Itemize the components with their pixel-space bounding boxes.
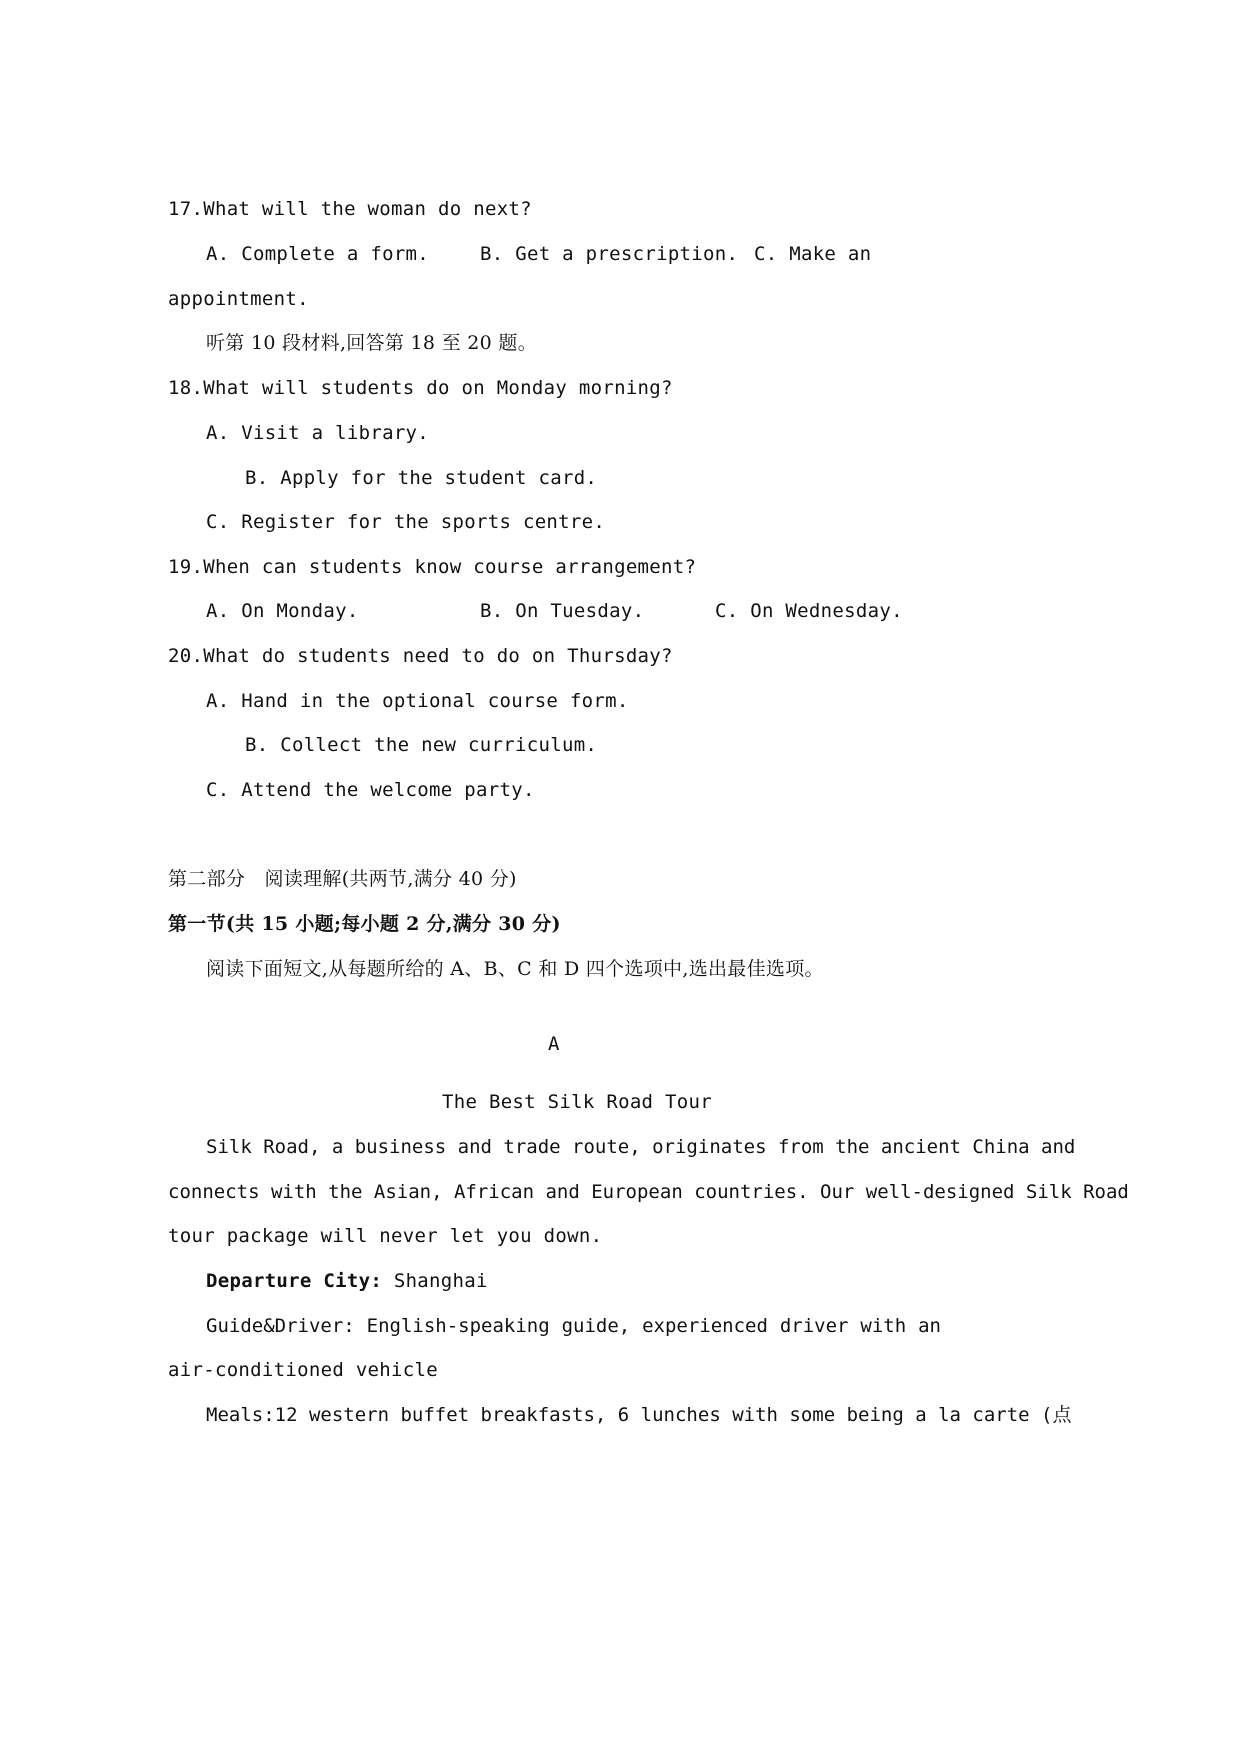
passage-title: The Best Silk Road Tour [442, 1091, 712, 1113]
q17-option-b: B. Get a prescription. [480, 243, 739, 265]
q20-option-b: B. Collect the new curriculum. [245, 734, 598, 756]
departure-label: Departure City: [206, 1270, 383, 1292]
guide-word: experienced [642, 1315, 768, 1337]
q19-option-a: A. On Monday. [206, 600, 359, 622]
guide-driver-line2: air-conditioned vehicle [168, 1359, 438, 1381]
part2-section1-heading: 第一节(共 15 小题;每小题 2 分,满分 30 分) [168, 913, 561, 935]
q17-option-a: A. Complete a form. [206, 243, 430, 265]
meals-line: Meals:12 western buffet breakfasts, 6 lunches with some being a la carte (点 [206, 1404, 1072, 1426]
guide-word: with [860, 1315, 907, 1337]
departure-value: Shanghai [382, 1270, 488, 1292]
q19-option-b: B. On Tuesday. [480, 600, 645, 622]
q19-options [0, 598, 1241, 624]
departure-line [206, 1268, 488, 1294]
guide-word: Guide&Driver: [206, 1315, 355, 1337]
q17-option-c: C. Make an [754, 243, 872, 265]
part2-title: 第二部分 阅读理解(共两节,满分 40 分) [168, 868, 517, 890]
q18-question: 18.What will students do on Monday morning? [168, 377, 673, 399]
guide-word: guide, [561, 1315, 631, 1337]
q18-option-a: A. Visit a library. [206, 422, 430, 444]
part2-instruction: 阅读下面短文,从每题所给的 A、B、C 和 D 四个选项中,选出最佳选项。 [206, 958, 824, 980]
q20-question: 20.What do students need to do on Thursday? [168, 645, 673, 667]
q20-option-a: A. Hand in the optional course form. [206, 690, 629, 712]
guide-word: English-speaking [366, 1315, 550, 1337]
guide-word: an [918, 1315, 941, 1337]
q17-options [0, 241, 1241, 267]
q19-question: 19.When can students know course arrangement? [168, 556, 697, 578]
q19-option-c: C. On Wednesday. [715, 600, 903, 622]
passage-para1-line3: tour package will never let you down. [168, 1225, 603, 1247]
guide-word: driver [779, 1315, 849, 1337]
q17-question: 17.What will the woman do next? [168, 198, 532, 220]
q20-option-c: C. Attend the welcome party. [206, 779, 535, 801]
passage-para1-line1: Silk Road, a business and trade route, originates from the ancient China and [206, 1136, 1076, 1158]
passage-letter: A [548, 1033, 560, 1055]
q17-option-c-continued: appointment. [168, 288, 309, 310]
q18-option-b: B. Apply for the student card. [245, 467, 598, 489]
guide-driver-line [206, 1313, 941, 1339]
passage-para1-line2: connects with the Asian, African and European countries. Our well-designed Silk Road [168, 1181, 1129, 1203]
section10-instruction: 听第 10 段材料,回答第 18 至 20 题。 [206, 332, 538, 354]
q18-option-c: C. Register for the sports centre. [206, 511, 606, 533]
